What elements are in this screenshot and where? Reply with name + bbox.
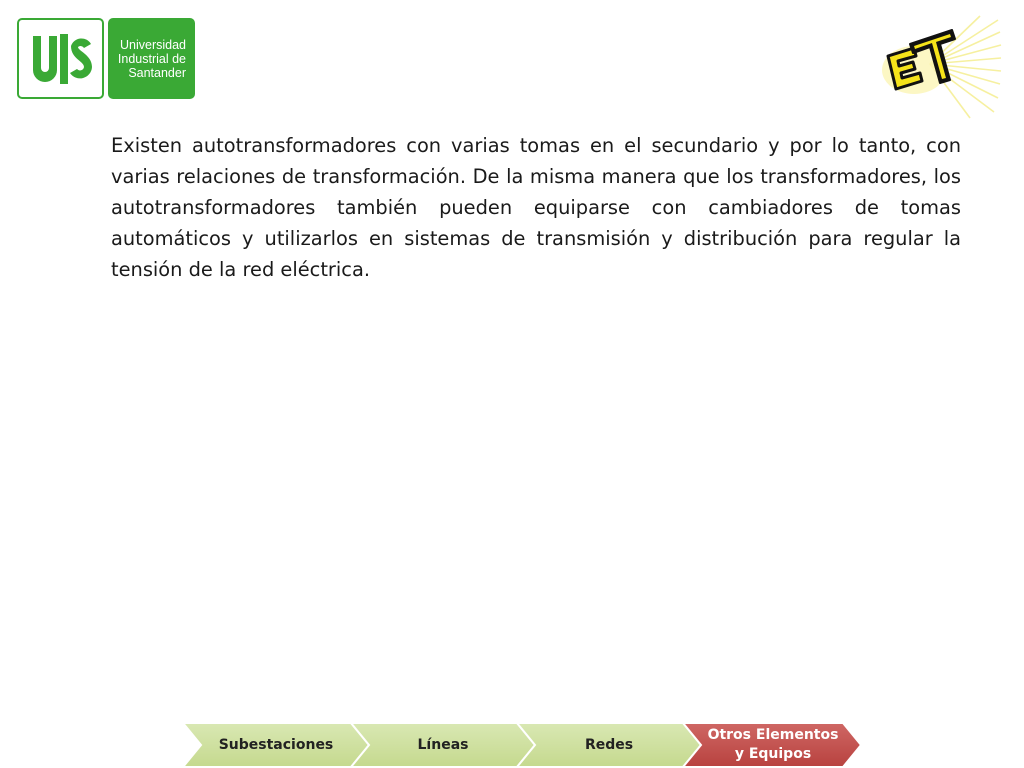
bottom-navigation bbox=[183, 723, 863, 767]
et-logo bbox=[870, 14, 1002, 120]
uis-text-line-2: Industrial de bbox=[117, 51, 186, 66]
nav-item-otros-elementos[interactable] bbox=[699, 723, 847, 767]
nav-item-subestaciones[interactable] bbox=[201, 723, 351, 767]
uis-text-line-3: Santander bbox=[128, 65, 186, 80]
nav-label-lineas: Líneas bbox=[417, 736, 469, 753]
nav-item-lineas[interactable] bbox=[369, 723, 517, 767]
et-logo-icon bbox=[870, 14, 1002, 120]
uis-monogram-icon bbox=[31, 30, 93, 90]
uis-logo-wordmark bbox=[108, 18, 195, 99]
nav-item-redes[interactable] bbox=[535, 723, 683, 767]
university-logo bbox=[17, 18, 195, 99]
body-paragraph: Existen autotransformadores con varias tomas en el secundario y por lo tanto, con varias relaciones de transformación. De la misma manera que los transformadores, los autotransformadores también pueden equiparse con cambiadores de tomas automáticos y utilizarlos en sistemas de transmisión y distribución para regular la tensión de la red eléctrica. bbox=[111, 134, 961, 281]
uis-text-line-1: Universidad bbox=[119, 37, 186, 52]
nav-label-subestaciones: Subestaciones bbox=[218, 736, 334, 753]
uis-logo-mark bbox=[17, 18, 104, 99]
nav-label-redes: Redes bbox=[584, 736, 634, 753]
nav-label-otros-line-2: y Equipos bbox=[734, 746, 812, 762]
nav-label-otros-line-1: Otros Elementos bbox=[707, 727, 839, 743]
